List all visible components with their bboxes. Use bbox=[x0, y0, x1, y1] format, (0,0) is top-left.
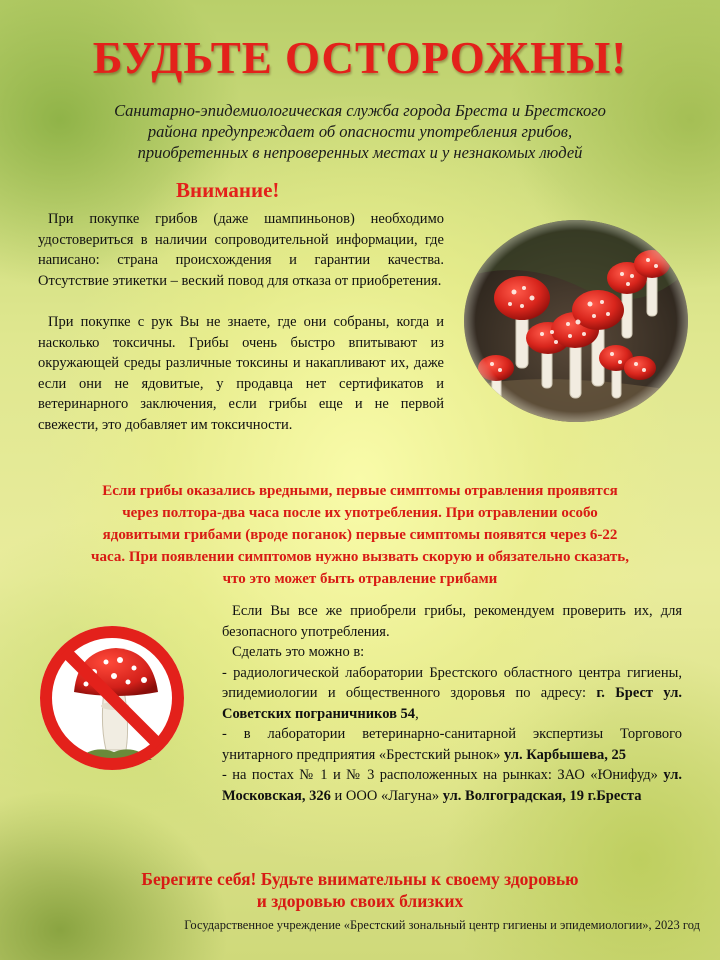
check-where: Сделать это можно в: bbox=[232, 644, 365, 660]
attention-heading: Внимание! bbox=[176, 178, 280, 202]
subtitle-line: Санитарно-эпидемиологическая служба города Бреста и Брестского bbox=[114, 101, 606, 120]
check-item-text: - на постах № 1 и № 3 расположенных на рынках: ЗАО «Юнифуд» bbox=[222, 767, 658, 783]
check-recommendations bbox=[222, 601, 682, 806]
subtitle bbox=[40, 100, 680, 163]
warning-line: Если грибы оказались вредными, первые симптомы отравления проявятся bbox=[102, 483, 618, 499]
check-item-address: ул. Московская, 326 bbox=[222, 767, 683, 804]
page-title: БУДЬТЕ ОСТОРОЖНЫ! bbox=[92, 33, 628, 83]
poisoning-warning bbox=[30, 480, 690, 590]
warning-line: через полтора-два часа после их употребления. При отравлении особо bbox=[122, 505, 598, 521]
amanita-mushrooms-photo bbox=[462, 218, 690, 424]
warning-line: часа. При появлении симптомов нужно вызвать скорую и обязательно сказать, bbox=[91, 549, 629, 565]
warning-line: что это может быть отравление грибами bbox=[222, 571, 498, 587]
footer-organization: Государственное учреждение «Брестский зональный центр гигиены и эпидемиологии», 2023 год bbox=[184, 918, 700, 932]
check-item-address: ул. Волгоградская, 19 bbox=[442, 787, 585, 804]
check-item-text: - радиологической лаборатории Брестского областного центра гигиены, эпидемиологии и общественного здоровья по адресу: bbox=[222, 664, 682, 701]
paragraph-purchase-info: При покупке грибов (даже шампиньонов) необходимо удостовериться в наличии сопроводительной информации, где написано: страна происхождения и гарантии качества. Отсутствие этикетки – веский повод для отказа от приобретения. bbox=[38, 211, 444, 289]
check-item-text: - в лаборатории ветеринарно-санитарной экспертизы Торгового унитарного предприятия «Брестский рынок» bbox=[222, 726, 682, 763]
check-item-text: и ООО «Лагуна» bbox=[334, 787, 440, 804]
check-item-radiology: - радиологической лаборатории Брестского областного центра гигиены, эпидемиологии и общественного здоровья по адресу: г. Брест ул. Советских пограничников 54, bbox=[222, 664, 683, 722]
subtitle-line: района предупреждает об опасности употребления грибов, bbox=[147, 122, 573, 141]
closing-line: Берегите себя! Будьте внимательны к своему здоровью bbox=[141, 869, 579, 889]
check-item-address: г. Брест ул. Советских пограничников 54 bbox=[222, 685, 683, 722]
check-intro: Если Вы все же приобрели грибы, рекомендуем проверить их, для безопасного употребления. bbox=[222, 603, 682, 640]
check-item-address: ул. Карбышева, 25 bbox=[504, 746, 627, 763]
paragraph-hand-purchase: При покупке с рук Вы не знаете, где они собраны, когда и насколько токсичны. Грибы очень быстро впитывают из окружающей среды различные токсины и накапливают их, даже если они не ядовитые, у продавца нет сертификатов и ветеринарного заключения, если грибы еще и не первой свежести, это добавляет им токсичности. bbox=[38, 314, 444, 433]
check-item-city: г.Бреста bbox=[587, 787, 642, 804]
subtitle-line: приобретенных в непроверенных местах и у незнакомых людей bbox=[137, 143, 583, 162]
check-item-market-posts bbox=[222, 765, 682, 806]
warning-line: ядовитыми грибами (вроде поганок) первые симптомы появятся через 6-22 bbox=[102, 527, 618, 543]
no-mushroom-sign-icon bbox=[34, 620, 190, 776]
check-item-vet-lab bbox=[222, 724, 682, 765]
closing-line: и здоровью своих близких bbox=[256, 891, 464, 911]
closing-appeal bbox=[0, 868, 720, 912]
